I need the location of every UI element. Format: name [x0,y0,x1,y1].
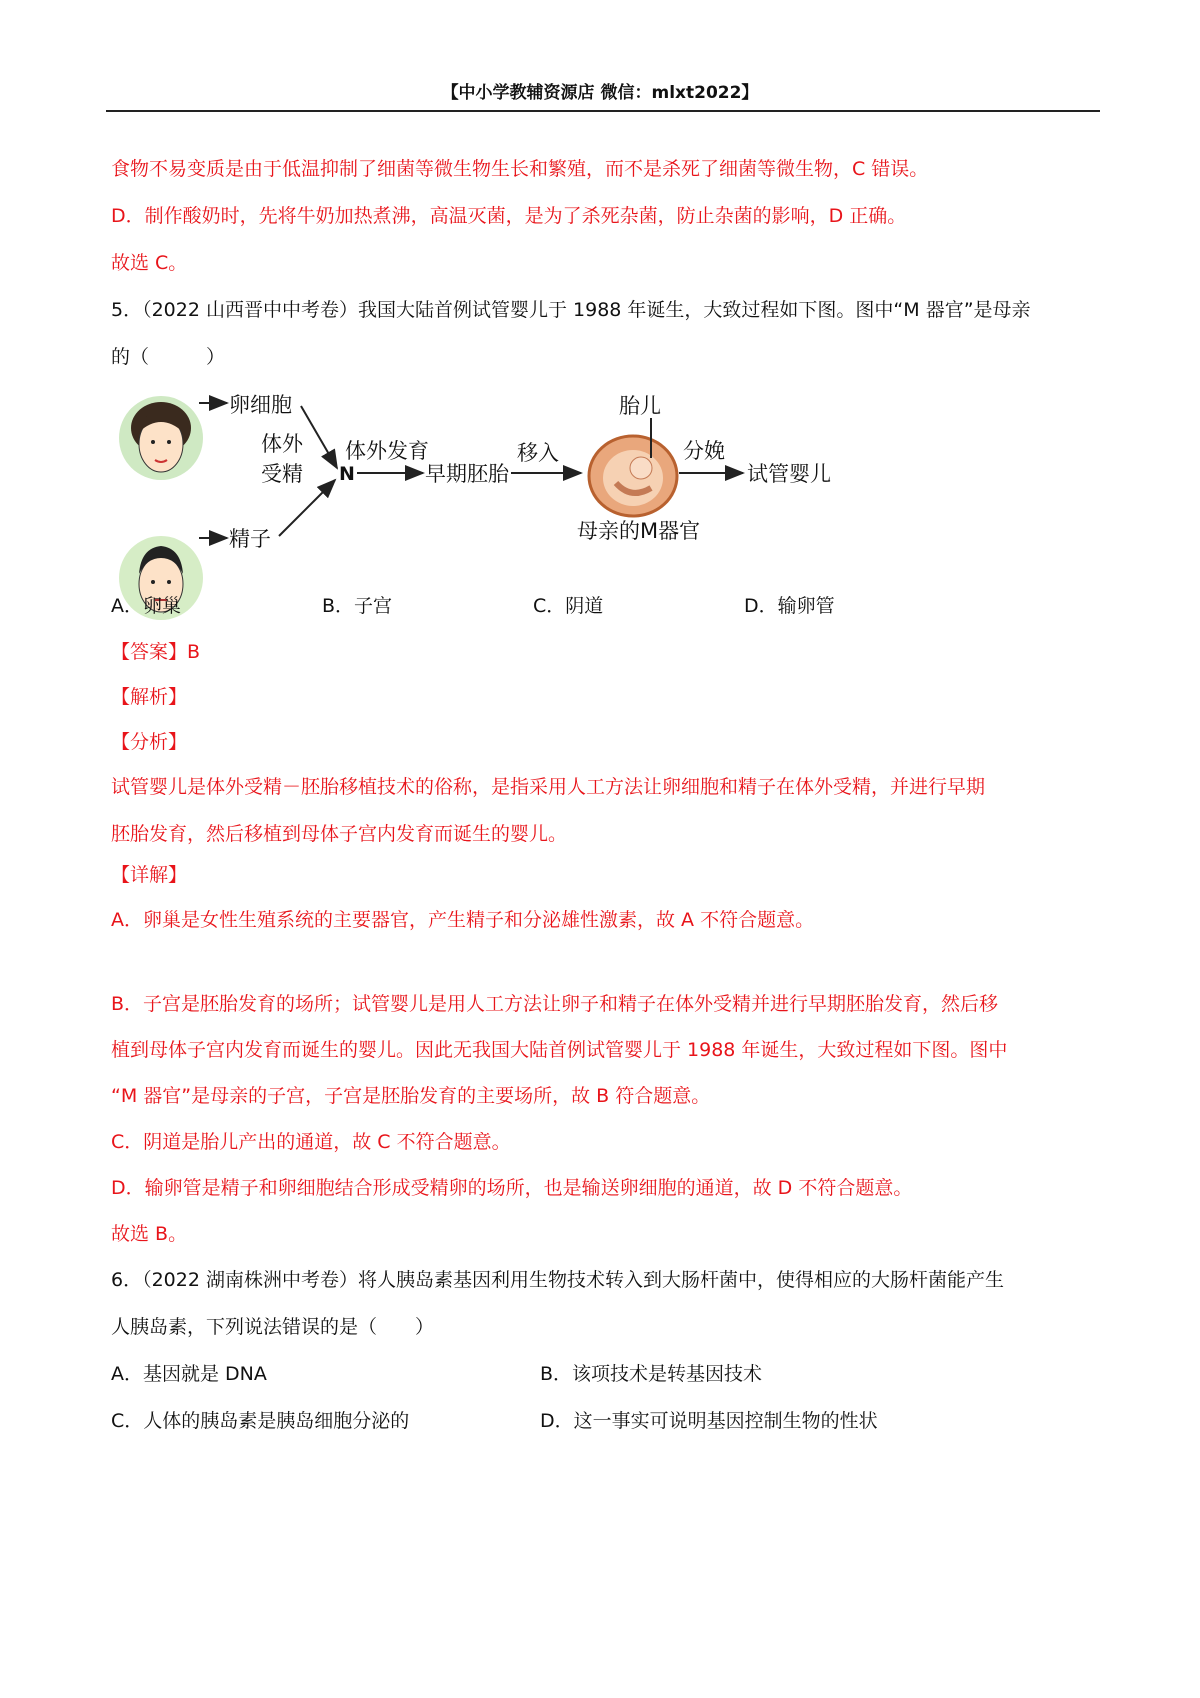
q6-option-c: C．人体的胰岛素是胰岛细胞分泌的 [111,1410,410,1432]
question-6-stem: 6．（2022 湖南株洲中考卷）将人胰岛素基因利用生物技术转入到大肠杆菌中，使得相应的大肠杆菌能产生 [111,1269,1004,1291]
fenxi-heading: 【分析】 [111,731,188,753]
detail-d: D．输卵管是精子和卵细胞结合形成受精卵的场所，也是输送卵细胞的通道，故 D 不符合题意。 [111,1177,913,1199]
question-5-stem-cont: 的（ ） [111,346,226,368]
header-rule [106,110,1100,112]
detail-a: A．卵巢是女性生殖系统的主要器官，产生精子和分泌雄性激素，故 A 不符合题意。 [111,909,815,931]
text-line: 故选 C。 [111,252,188,274]
fetus-label: 胎儿 [619,394,661,418]
uterus-fetus-icon [589,436,677,516]
n-label: N [339,463,355,485]
question-5-stem: 5．（2022 山西晋中中考卷）我国大陆首例试管婴儿于 1988 年诞生，大致过程如下图。图中“M 器官”是母亲 [111,299,1031,321]
ivf-label-2: 受精 [261,462,303,486]
develop-label: 体外发育 [345,439,429,463]
q5-option-a: A．卵巢 [111,595,181,617]
q5-option-b: B．子宫 [322,595,393,617]
sperm-label: 精子 [229,527,271,551]
q6-option-a: A．基因就是 DNA [111,1363,267,1385]
mother-portrait-icon [119,396,203,480]
q6-option-d: D．这一事实可说明基因控制生物的性状 [540,1410,878,1432]
analysis-line: 试管婴儿是体外受精－胚胎移植技术的俗称，是指采用人工方法让卵细胞和精子在体外受精，并进行早期 [111,776,986,798]
embryo-label: 早期胚胎 [425,462,509,486]
page-header: 【中小学教辅资源店 微信：mlxt2022】 [441,83,759,103]
analysis-line: 胚胎发育，然后移植到母体子宫内发育而诞生的婴儿。 [111,823,568,845]
question-6-stem-cont: 人胰岛素，下列说法错误的是（ ） [111,1316,435,1338]
text-line: D．制作酸奶时，先将牛奶加热煮沸，高温灭菌，是为了杀死杂菌，防止杂菌的影响，D 正确。 [111,205,907,227]
jiexi-heading: 【解析】 [111,686,188,708]
xiangjie-heading: 【详解】 [111,864,188,886]
delivery-label: 分娩 [683,439,725,463]
q5-option-d: D．输卵管 [744,595,835,617]
ivf-label-1: 体外 [261,432,303,456]
organ-label: 母亲的M器官 [577,519,701,543]
detail-c: C．阴道是胎儿产出的通道，故 C 不符合题意。 [111,1131,511,1153]
baby-label: 试管婴儿 [747,462,831,486]
text-line: 食物不易变质是由于低温抑制了细菌等微生物生长和繁殖，而不是杀死了细菌等微生物，C 错误。 [111,158,929,180]
transfer-label: 移入 [517,441,559,465]
egg-label: 卵细胞 [229,393,292,417]
q5-option-c: C．阴道 [533,595,604,617]
detail-b: 植到母体子宫内发育而诞生的婴儿。因此无我国大陆首例试管婴儿于 1988 年诞生，大致过程如下图。图中 [111,1039,1008,1061]
q6-option-b: B．该项技术是转基因技术 [540,1363,763,1385]
conclusion: 故选 B。 [111,1223,188,1245]
answer-line: 【答案】B [111,641,201,663]
detail-b: B．子宫是胚胎发育的场所；试管婴儿是用人工方法让卵子和精子在体外受精并进行早期胚胎发育，然后移 [111,993,999,1015]
detail-b: “M 器官”是母亲的子宫，子宫是胚胎发育的主要场所，故 B 符合题意。 [111,1085,711,1107]
